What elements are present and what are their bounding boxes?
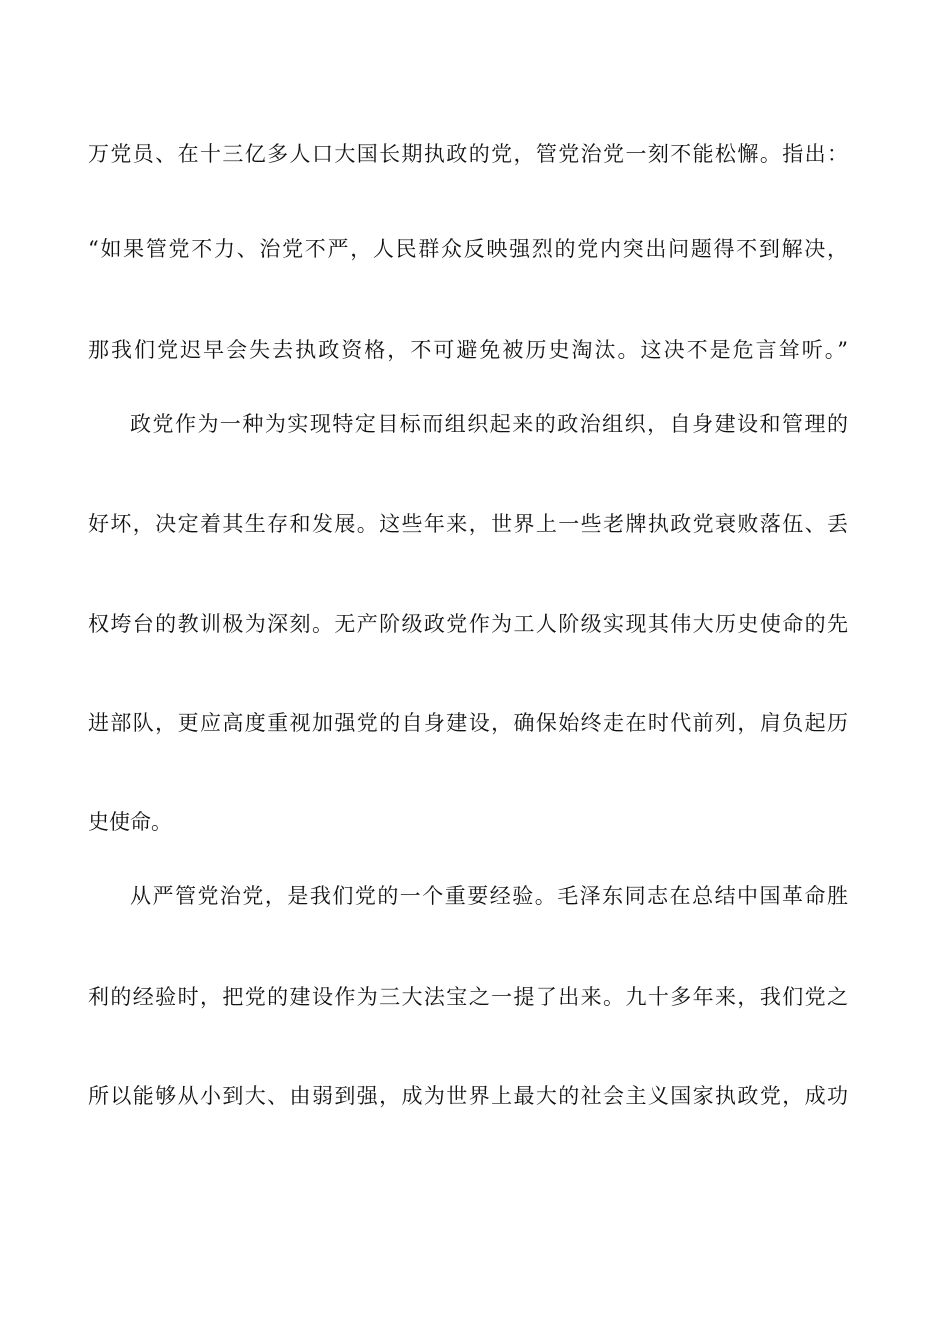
paragraph-2-line-1: 政党作为一种为实现特定目标而组织起来的政治组织，自身建设和管理的 <box>130 412 848 436</box>
paragraph-2-line-5: 史使命。 <box>88 810 172 834</box>
text-line-3: 那我们党迟早会失去执政资格，不可避免被历史淘汰。这决不是危言耸听。” <box>88 338 848 362</box>
paragraph-2-line-3: 权垮台的教训极为深刻。无产阶级政党作为工人阶级实现其伟大历史使命的先 <box>88 612 848 636</box>
text-line-1: 万党员、在十三亿多人口大国长期执政的党，管党治党一刻不能松懈。指出： <box>88 142 848 166</box>
paragraph-3-line-2: 利的经验时，把党的建设作为三大法宝之一提了出来。九十多年来，我们党之 <box>88 985 848 1009</box>
paragraph-3-line-3: 所以能够从小到大、由弱到强，成为世界上最大的社会主义国家执政党，成功 <box>88 1084 848 1108</box>
paragraph-3-line-1: 从严管党治党，是我们党的一个重要经验。毛泽东同志在总结中国革命胜 <box>130 884 848 908</box>
paragraph-2-line-2: 好坏，决定着其生存和发展。这些年来，世界上一些老牌执政党衰败落伍、丢 <box>88 512 848 536</box>
paragraph-2-line-4: 进部队，更应高度重视加强党的自身建设，确保始终走在时代前列，肩负起历 <box>88 711 848 735</box>
text-line-2: “如果管党不力、治党不严，人民群众反映强烈的党内突出问题得不到解决， <box>88 237 848 261</box>
